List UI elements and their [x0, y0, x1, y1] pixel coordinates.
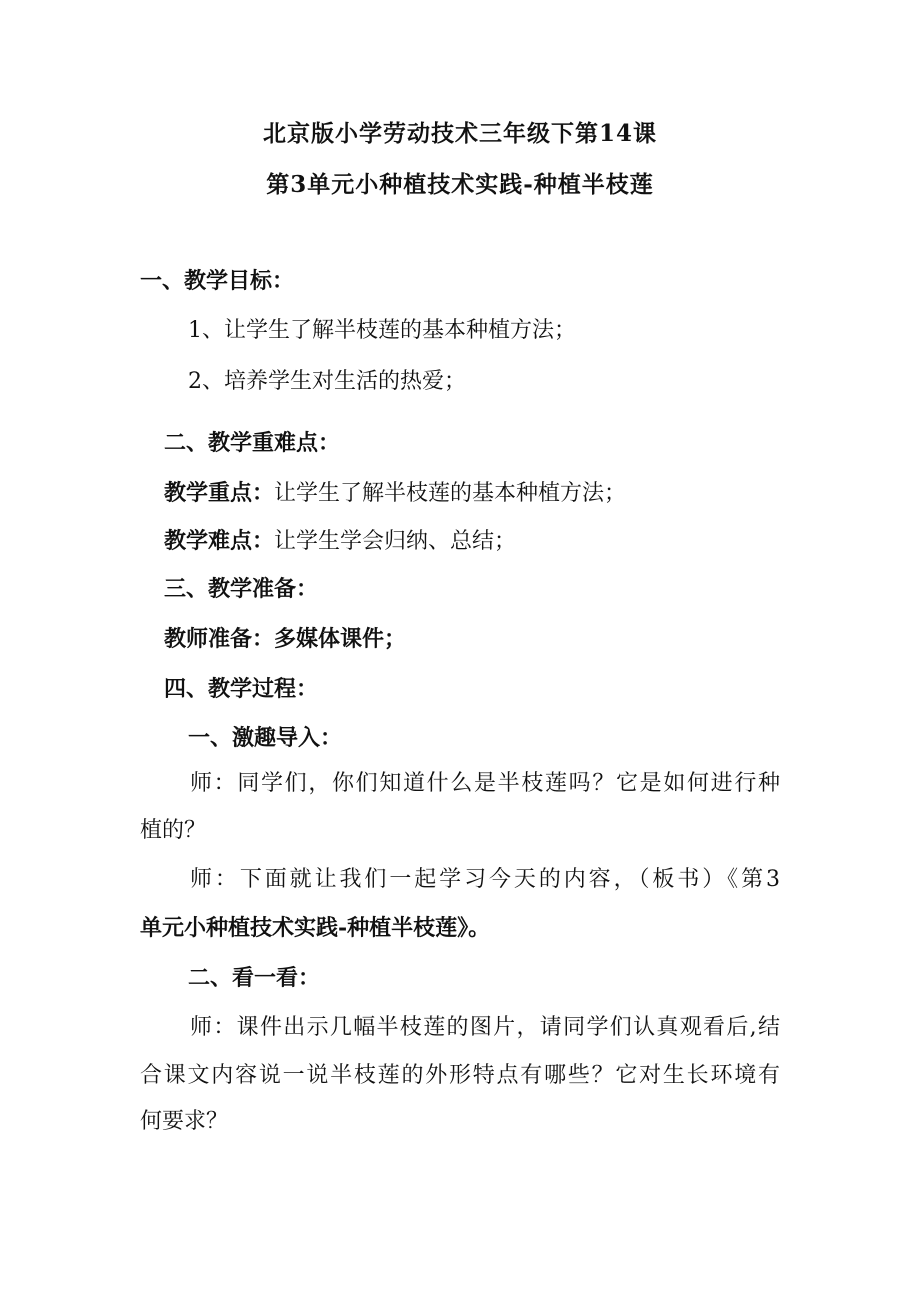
- look-paragraph-line3: 何要求？: [140, 1109, 229, 1134]
- key-point-text: 让学生了解半枝莲的基本种植方法；: [274, 481, 627, 506]
- key-point-label: 教学重点：: [164, 480, 275, 506]
- intro-paragraph-1-line1: 师：同学们，你们知道什么是半枝莲吗？它是如何进行种: [190, 771, 780, 796]
- step-heading-intro: 一、激趣导入：: [188, 725, 343, 751]
- teacher-preparation: 教师准备：多媒体课件；: [164, 626, 407, 652]
- document-title-line2: 第3单元小种植技术实践-种植半枝莲: [266, 171, 654, 198]
- difficulty-text: 让学生学会归纳、总结；: [274, 529, 517, 554]
- key-point-row: [164, 482, 626, 505]
- objective-item-1: 1、让学生了解半枝莲的基本种植方法；: [188, 318, 576, 343]
- objective-item-2: 2、培养学生对生活的热爱；: [188, 369, 466, 394]
- section-heading-objectives: 一、教学目标：: [140, 268, 295, 294]
- intro-paragraph-1-line2: 植的？: [140, 818, 207, 843]
- look-paragraph-line1: 师：课件出示几幅半枝莲的图片，请同学们认真观看后,结: [190, 1015, 780, 1040]
- section-heading-preparation: 三、教学准备：: [164, 576, 319, 602]
- section-heading-process: 四、教学过程：: [164, 676, 319, 702]
- intro-paragraph-2-line2: 单元小种植技术实践-种植半枝莲》。: [140, 915, 491, 941]
- step-heading-look: 二、看一看：: [188, 965, 321, 991]
- document-title-line1: 北京版小学劳动技术三年级下第14课: [262, 120, 657, 147]
- look-paragraph-line2: 合课文内容说一说半枝莲的外形特点有哪些？它对生长环境有: [140, 1063, 780, 1088]
- section-heading-key-points: 二、教学重难点：: [164, 430, 341, 456]
- intro-paragraph-2-line1: 师：下面就让我们一起学习今天的内容，（板书）《第3: [190, 867, 780, 892]
- difficulty-label: 教学难点：: [164, 528, 275, 554]
- difficulty-row: [164, 530, 516, 553]
